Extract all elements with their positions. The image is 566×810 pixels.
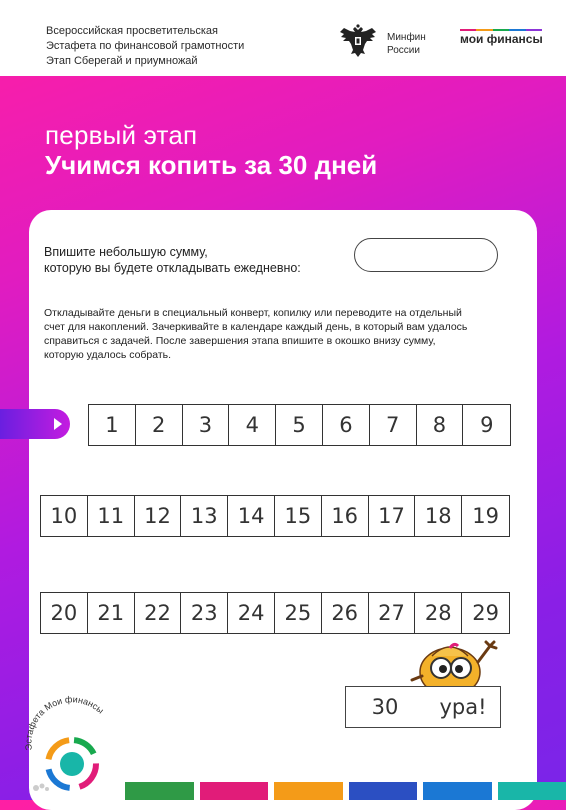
org-line-1: Всероссийская просветительская <box>46 24 244 39</box>
day-cell[interactable]: 14 <box>228 496 275 536</box>
day-cell[interactable]: 2 <box>136 405 183 445</box>
footer-segment <box>200 782 269 800</box>
day-cell[interactable]: 10 <box>41 496 88 536</box>
org-line-2: Эстафета по финансовой грамотности <box>46 39 244 54</box>
moi-bar-segment <box>526 29 542 31</box>
prompt-line-2: которую вы будете откладывать ежедневно: <box>44 260 301 276</box>
daily-amount-field[interactable] <box>354 238 498 272</box>
day-cell[interactable]: 24 <box>228 593 275 633</box>
instructions-text <box>44 306 514 362</box>
day-cell[interactable]: 7 <box>370 405 417 445</box>
day-cell[interactable]: 12 <box>135 496 182 536</box>
calendar-row-1 <box>88 404 511 446</box>
instructions-line-3: справиться с задачей. После завершения этапа впишите в окошко внизу сумму, <box>44 334 514 348</box>
footer-segment <box>125 782 194 800</box>
amount-prompt <box>44 244 301 276</box>
day-cell[interactable]: 5 <box>276 405 323 445</box>
moi-bar-segment <box>493 29 509 31</box>
final-day-number: 30 <box>346 695 424 719</box>
double-headed-eagle-icon <box>338 24 378 58</box>
day-cell[interactable]: 9 <box>463 405 510 445</box>
stage-label: первый этап <box>45 120 197 151</box>
instructions-line-2: счет для накоплений. Зачеркивайте в календаре каждый день, в который вам удалось <box>44 320 514 334</box>
organizer-text <box>46 24 244 69</box>
footer-segment <box>349 782 418 800</box>
footer-segment <box>498 782 566 800</box>
day-cell[interactable]: 4 <box>229 405 276 445</box>
footer-color-bar <box>125 782 566 800</box>
day-cell[interactable]: 21 <box>88 593 135 633</box>
day-cell[interactable]: 11 <box>88 496 135 536</box>
day-cell[interactable]: 18 <box>415 496 462 536</box>
day-cell[interactable]: 16 <box>322 496 369 536</box>
day-cell[interactable]: 23 <box>181 593 228 633</box>
day-cell[interactable]: 17 <box>369 496 416 536</box>
day-cell[interactable]: 22 <box>135 593 182 633</box>
prompt-line-1: Впишите небольшую сумму, <box>44 244 301 260</box>
header <box>0 0 566 76</box>
minfin-label <box>387 31 426 57</box>
day-cell[interactable]: 1 <box>89 405 136 445</box>
day-cell[interactable]: 28 <box>415 593 462 633</box>
day-cell[interactable]: 6 <box>323 405 370 445</box>
day-cell[interactable]: 15 <box>275 496 322 536</box>
moi-bar-segment <box>509 29 525 31</box>
minfin-line-2: России <box>387 44 426 57</box>
logo-arc-text: Эстафета Мои финансы <box>23 694 105 751</box>
final-amount-box[interactable] <box>345 686 501 728</box>
footer-segment <box>274 782 343 800</box>
org-line-3: Этап Сберегай и приумножай <box>46 54 244 69</box>
page-title: Учимся копить за 30 дней <box>45 150 377 181</box>
final-cheer: ура! <box>424 695 502 719</box>
day-cell[interactable]: 26 <box>322 593 369 633</box>
day-cell[interactable]: 20 <box>41 593 88 633</box>
coin-mascot-icon <box>410 632 502 690</box>
calendar-row-2 <box>40 495 510 537</box>
moi-finansy-logo: мои финансы <box>460 32 543 46</box>
instructions-line-4: которую удалось собрать. <box>44 348 514 362</box>
day-cell[interactable]: 27 <box>369 593 416 633</box>
day-cell[interactable]: 25 <box>275 593 322 633</box>
day-cell[interactable]: 19 <box>462 496 509 536</box>
moi-finansy-color-bar <box>460 29 542 31</box>
day-cell[interactable]: 3 <box>183 405 230 445</box>
day-cell[interactable]: 13 <box>181 496 228 536</box>
play-arrow-icon <box>54 418 62 430</box>
day-cell[interactable]: 29 <box>462 593 509 633</box>
calendar-row-3 <box>40 592 510 634</box>
moi-bar-segment <box>476 29 492 31</box>
arrow-marker <box>0 409 70 439</box>
minfin-line-1: Минфин <box>387 31 426 44</box>
footer-segment <box>423 782 492 800</box>
moi-bar-segment <box>460 29 476 31</box>
instructions-line-1: Откладывайте деньги в специальный конверт, копилку или переводите на отдельный <box>44 306 514 320</box>
day-cell[interactable]: 8 <box>417 405 464 445</box>
estafeta-logo <box>14 690 124 800</box>
